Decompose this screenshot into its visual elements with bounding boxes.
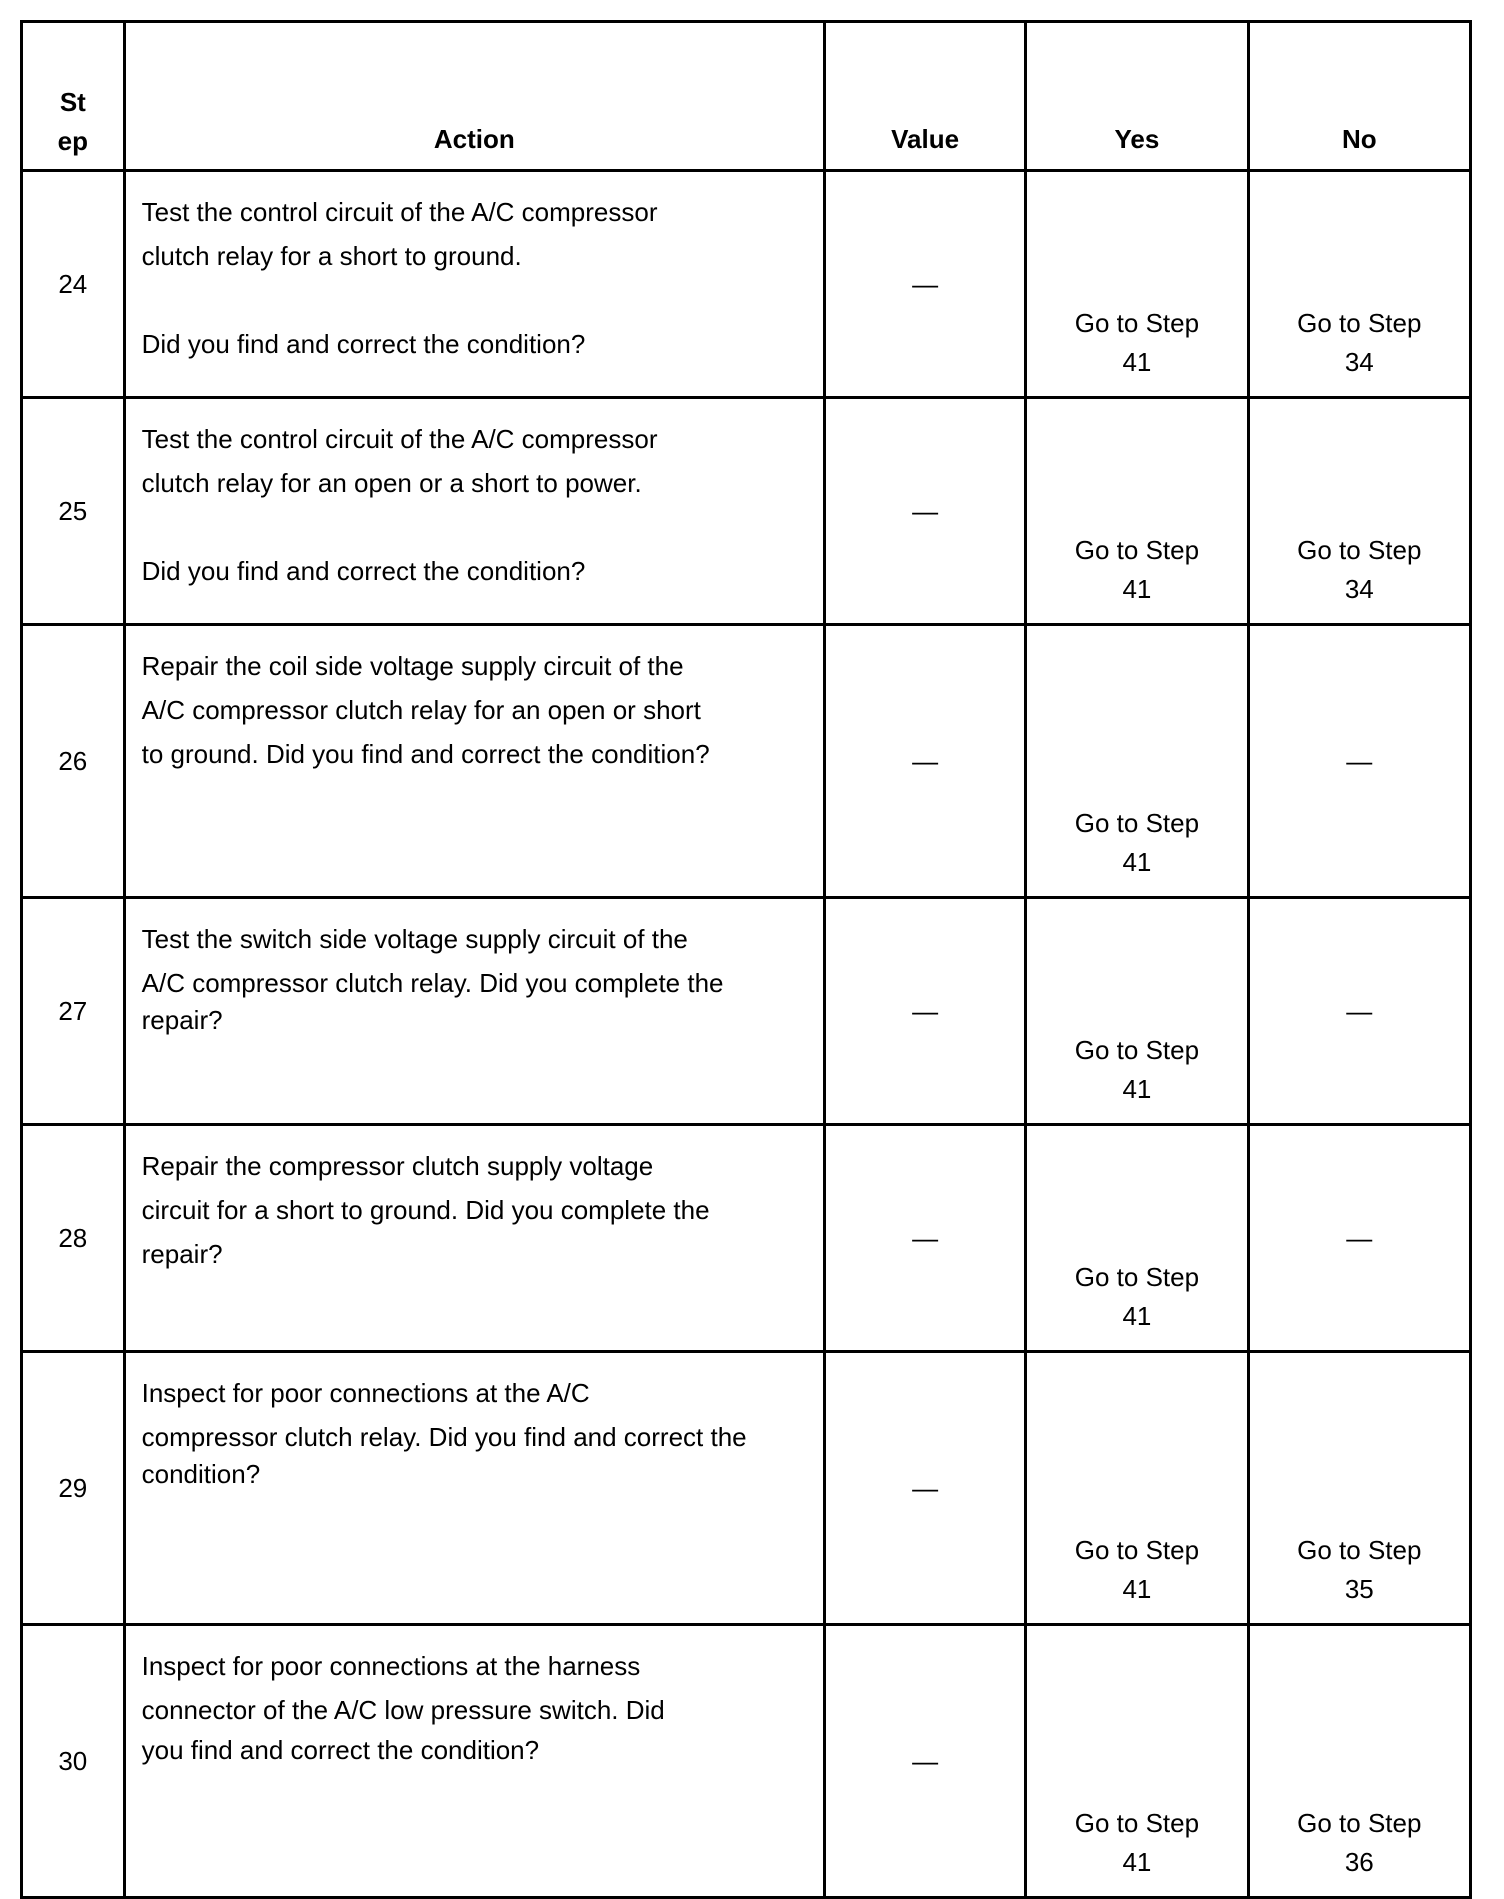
action-question: Did you find and correct the condition? — [141, 329, 586, 359]
step-number: 26 — [22, 625, 125, 898]
yes-goto-step: 41 — [1122, 1074, 1152, 1104]
no-cell — [1248, 398, 1470, 625]
table-row — [22, 1352, 1471, 1625]
action-cell — [124, 625, 824, 898]
header-step-line2: ep — [57, 126, 88, 156]
action-line: clutch relay for a short to ground. — [141, 241, 522, 271]
value-cell: — — [824, 898, 1025, 1125]
value-cell: — — [824, 398, 1025, 625]
yes-goto-step: 41 — [1122, 1301, 1152, 1331]
no-cell: — — [1248, 898, 1470, 1125]
action-line: A/C compressor clutch relay. Did you complete the — [141, 968, 724, 998]
yes-goto-label: Go to Step — [1074, 535, 1200, 565]
yes-cell — [1026, 1625, 1248, 1898]
header-row — [22, 22, 1471, 171]
step-number: 25 — [22, 398, 125, 625]
header-no: No — [1248, 22, 1470, 171]
yes-cell — [1026, 898, 1248, 1125]
header-value: Value — [824, 22, 1025, 171]
yes-goto-step: 41 — [1122, 1847, 1152, 1877]
step-number: 24 — [22, 171, 125, 398]
header-step — [22, 22, 125, 171]
action-cell — [124, 398, 824, 625]
no-goto-label: Go to Step — [1297, 535, 1422, 565]
action-question: Did you find and correct the condition? — [141, 556, 586, 586]
action-line: Repair the coil side voltage supply circuit of the — [141, 651, 684, 681]
table-row — [22, 398, 1471, 625]
action-cell — [124, 1352, 824, 1625]
yes-cell — [1026, 398, 1248, 625]
header-yes: Yes — [1026, 22, 1248, 171]
yes-goto-step: 41 — [1122, 347, 1152, 377]
value-cell: — — [824, 1352, 1025, 1625]
yes-cell — [1026, 171, 1248, 398]
yes-goto-label: Go to Step — [1074, 1535, 1200, 1565]
action-line: Test the switch side voltage supply circuit of the — [141, 924, 688, 954]
no-cell: — — [1248, 1125, 1470, 1352]
action-line: clutch relay for an open or a short to power. — [141, 468, 642, 498]
no-goto-label: Go to Step — [1297, 308, 1422, 338]
table-row — [22, 171, 1471, 398]
table-row — [22, 1125, 1471, 1352]
yes-cell — [1026, 1352, 1248, 1625]
yes-goto-step: 41 — [1122, 847, 1152, 877]
action-cell — [124, 1625, 824, 1898]
diagnostic-table — [20, 20, 1472, 1899]
yes-goto-label: Go to Step — [1074, 808, 1200, 838]
action-line: Inspect for poor connections at the harness — [141, 1651, 641, 1681]
no-cell: — — [1248, 625, 1470, 898]
no-goto-label: Go to Step — [1297, 1535, 1422, 1565]
no-cell — [1248, 171, 1470, 398]
table-row — [22, 898, 1471, 1125]
action-line: repair? — [141, 1005, 223, 1035]
yes-goto-label: Go to Step — [1074, 1808, 1200, 1838]
step-number: 28 — [22, 1125, 125, 1352]
value-cell: — — [824, 625, 1025, 898]
no-goto-label: Go to Step — [1297, 1808, 1422, 1838]
table-row — [22, 1625, 1471, 1898]
action-line: Repair the compressor clutch supply voltage — [141, 1151, 654, 1181]
action-line: compressor clutch relay. Did you find and correct the — [141, 1422, 747, 1452]
value-cell: — — [824, 1625, 1025, 1898]
step-number: 29 — [22, 1352, 125, 1625]
yes-cell — [1026, 625, 1248, 898]
action-line: you find and correct the condition? — [141, 1735, 540, 1765]
step-number: 30 — [22, 1625, 125, 1898]
action-cell — [124, 898, 824, 1125]
no-goto-step: 36 — [1344, 1847, 1374, 1877]
value-cell: — — [824, 171, 1025, 398]
action-line: repair? — [141, 1239, 223, 1269]
header-step-line1: St — [59, 87, 86, 117]
action-cell — [124, 171, 824, 398]
value-cell: — — [824, 1125, 1025, 1352]
action-line: Test the control circuit of the A/C compressor — [141, 197, 658, 227]
table-row — [22, 625, 1471, 898]
action-line: condition? — [141, 1459, 261, 1489]
header-action: Action — [124, 22, 824, 171]
no-goto-step: 35 — [1344, 1574, 1374, 1604]
yes-goto-label: Go to Step — [1074, 1262, 1200, 1292]
action-line: Inspect for poor connections at the A/C — [141, 1378, 590, 1408]
step-number: 27 — [22, 898, 125, 1125]
action-line: Test the control circuit of the A/C compressor — [141, 424, 658, 454]
action-cell — [124, 1125, 824, 1352]
action-line: A/C compressor clutch relay for an open or short — [141, 695, 701, 725]
no-goto-step: 34 — [1344, 574, 1374, 604]
no-goto-step: 34 — [1344, 347, 1374, 377]
yes-goto-step: 41 — [1122, 1574, 1152, 1604]
yes-goto-label: Go to Step — [1074, 308, 1200, 338]
action-line: circuit for a short to ground. Did you complete the — [141, 1195, 710, 1225]
action-line: connector of the A/C low pressure switch. Did — [141, 1695, 665, 1725]
yes-goto-step: 41 — [1122, 574, 1152, 604]
yes-goto-label: Go to Step — [1074, 1035, 1200, 1065]
action-line: to ground. Did you find and correct the condition? — [141, 739, 710, 769]
no-cell — [1248, 1625, 1470, 1898]
yes-cell — [1026, 1125, 1248, 1352]
no-cell — [1248, 1352, 1470, 1625]
